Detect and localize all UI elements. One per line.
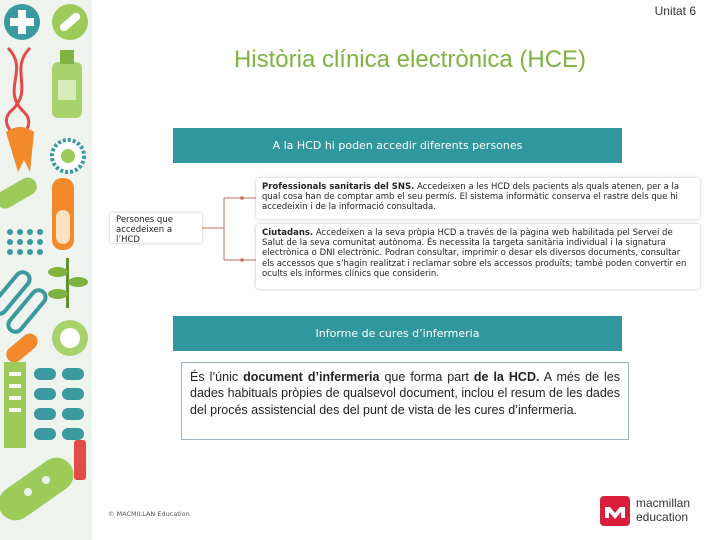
section2-banner-text: Informe de cures d’infermeria <box>315 327 480 340</box>
text-part: A més de les dades habituals pròpies de qualsevol document, inclou el resum de les dades del procés assistencial des del punt de vista de les cures d’infermeria. <box>190 370 620 417</box>
access-diagram <box>108 176 702 292</box>
red-bar-shape <box>74 440 86 480</box>
text-part: que forma part <box>379 370 474 384</box>
text-bold: de la HCD. <box>473 370 540 384</box>
nursing-report-description <box>181 362 629 440</box>
medical-pattern-illustration <box>0 0 92 540</box>
section2-banner <box>173 316 622 351</box>
logo-text-line2: education <box>636 510 689 524</box>
cross-icon <box>4 4 40 40</box>
item-text: Accedeixen a les HCD dels pacients als quals atenen, per a la qual cosa han de comptar amb el seu permís. El sistema informàtic conserva el rastre dels que hi accedeixin i de la informació consultada. <box>262 182 680 213</box>
logo-text-line1: macmillan <box>636 496 691 510</box>
copyright-notice: © MACMILLAN Education <box>108 510 190 518</box>
test-tube-icon <box>52 178 74 250</box>
item-label: Professionals sanitaris del SNS. <box>262 182 415 192</box>
page-title: Història clínica electrònica (HCE) <box>233 46 587 73</box>
diagram-item-professionals <box>256 178 700 219</box>
decorative-sidebar <box>0 0 92 540</box>
macmillan-logo <box>600 494 706 528</box>
pill-icon <box>52 4 88 40</box>
text-part: És l’únic <box>190 370 244 384</box>
unit-label: Unitat 6 <box>654 4 696 18</box>
diagram-item-citizens <box>256 224 700 289</box>
diagram-connectors <box>202 176 256 292</box>
macmillan-logo-icon <box>600 496 630 526</box>
diagram-root-box: Persones que accedeixen a l’HCD <box>110 213 202 243</box>
item-label: Ciutadans. <box>262 228 314 238</box>
blister-icon <box>4 362 26 448</box>
section1-banner-text: A la HCD hi poden accedir diferents persones <box>272 139 523 152</box>
text-bold: document d’infermeria <box>243 370 380 384</box>
virus-icon <box>52 140 84 172</box>
capsule-icon <box>52 320 88 356</box>
section1-banner <box>173 128 622 163</box>
item-text: Accedeixen a la seva pròpia HCD a través de la pàgina web habilitada pel Servei de Salut de la seva comunitat autònoma. És necessita la targeta sanitària individual i la signatura electrònica o DNI electrònic. Podran consultar, imprimir o desar els diversos documents, consultar els accessos que s’hagin realitzat i reclamar sobre els accessos produïts; també poden convertir en ocults els informes clínics que considerin. <box>262 228 687 279</box>
